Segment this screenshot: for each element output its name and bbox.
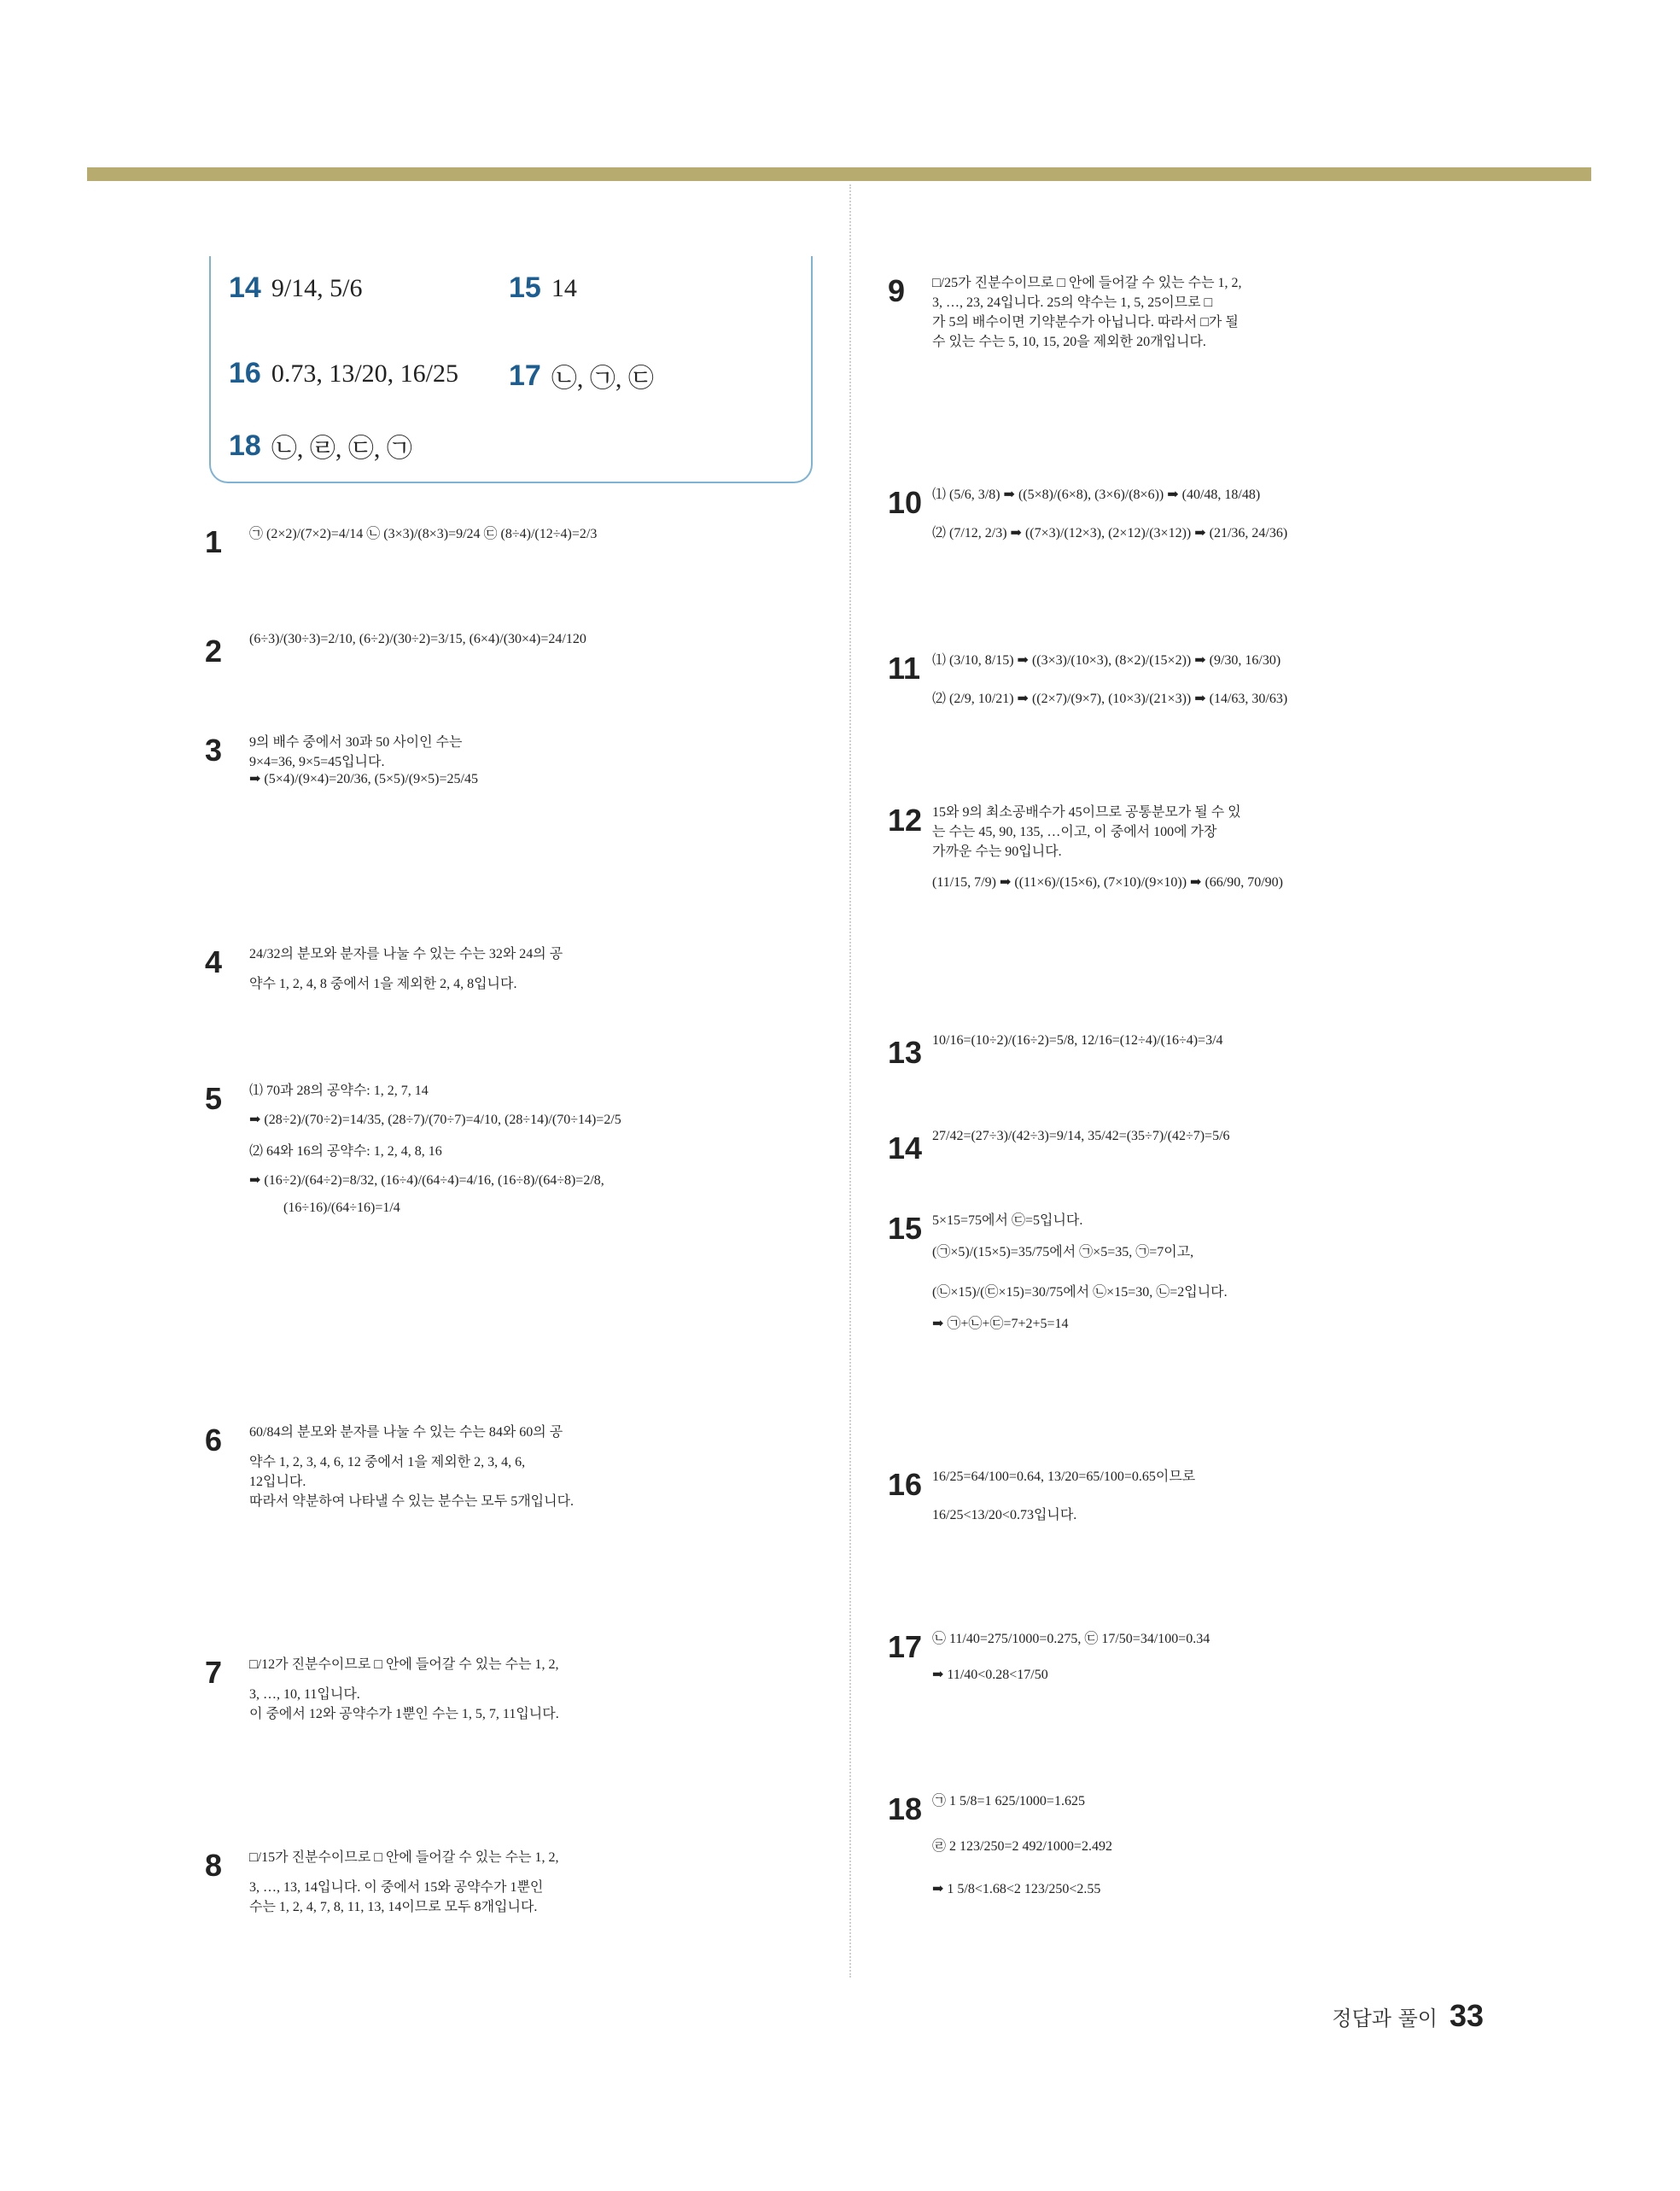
solution-line: (6÷3)/(30÷3)=2/10, (6÷2)/(30÷2)=3/15, (6×4)/(30×4)=24/120 <box>249 632 586 646</box>
solution-line: ➡ (16÷2)/(64÷2)=8/32, (16÷4)/(64÷4)=4/16, (16÷8)/(64÷8)=2/8, <box>249 1173 604 1188</box>
solution-line: ㉠ 1 5/8=1 625/1000=1.625 <box>932 1794 1085 1808</box>
solution-line: 수는 1, 2, 4, 7, 8, 11, 13, 14이므로 모두 8개입니다. <box>249 1900 538 1914</box>
solution-line: ⑵ (7/12, 2/3) ➡ ((7×3)/(12×3), (2×12)/(3×12)) ➡ (21/36, 24/36) <box>932 526 1288 540</box>
solution-line: 이 중에서 12와 공약수가 1뿐인 수는 1, 5, 7, 11입니다. <box>249 1707 559 1721</box>
problem-3 <box>205 731 837 787</box>
solution-line: 가 5의 배수이면 기약분수가 아닙니다. 따라서 □가 될 <box>932 315 1239 330</box>
solution-line: (16÷16)/(64÷16)=1/4 <box>283 1201 400 1215</box>
solution-line: 수 있는 수는 5, 10, 15, 20을 제외한 20개입니다. <box>932 335 1206 349</box>
answer-15 <box>509 272 577 305</box>
solution-line: □/15가 진분수이므로 □ 안에 들어갈 수 있는 수는 1, 2, <box>249 1850 559 1865</box>
problem-number: 5 <box>205 1081 223 1116</box>
solution-line: 5×15=75에서 ㉢=5입니다. <box>932 1213 1083 1228</box>
answer-value: 9/14, 5/6 <box>271 273 363 302</box>
solution-line: 3, …, 13, 14입니다. 이 중에서 15와 공약수가 1뿐인 <box>249 1880 544 1895</box>
solution-line: 16/25<13/20<0.73입니다. <box>932 1508 1077 1522</box>
answer-18 <box>229 427 412 464</box>
problem-number: 9 <box>888 273 906 308</box>
solution-line: 가까운 수는 90입니다. <box>932 844 1062 859</box>
answer-number: 16 <box>229 357 261 389</box>
solution-line: ㉣ 2 123/250=2 492/1000=2.492 <box>932 1839 1112 1854</box>
problem-number: 15 <box>888 1211 923 1246</box>
problem-number: 1 <box>205 524 223 559</box>
problem-17 <box>888 1627 1554 1683</box>
solution-line: (㉡×15)/(㉢×15)=30/75에서 ㉡×15=30, ㉡=2입니다. <box>932 1285 1228 1300</box>
answer-number: 17 <box>509 359 541 392</box>
solution-line: □/25가 진분수이므로 □ 안에 들어갈 수 있는 수는 1, 2, <box>932 276 1242 290</box>
problem-number: 7 <box>205 1655 223 1690</box>
problem-10 <box>888 483 1554 541</box>
solution-line: 약수 1, 2, 4, 8 중에서 1을 제외한 2, 4, 8입니다. <box>249 977 517 991</box>
solution-line: ➡ (5×4)/(9×4)=20/36, (5×5)/(9×5)=25/45 <box>249 772 478 786</box>
page-number: 33 <box>1449 1998 1484 2033</box>
footer-label: 정답과 풀이 <box>1332 2006 1438 2030</box>
solution-line: 3, …, 10, 11입니다. <box>249 1687 360 1702</box>
answer-number: 18 <box>229 429 261 462</box>
problem-number: 18 <box>888 1791 923 1826</box>
solution-line: ⑵ 64와 16의 공약수: 1, 2, 4, 8, 16 <box>249 1144 442 1159</box>
solution-line: ➡ 11/40<0.28<17/50 <box>932 1668 1048 1682</box>
solution-line: 27/42=(27÷3)/(42÷3)=9/14, 35/42=(35÷7)/(42÷7)=5/6 <box>932 1129 1230 1143</box>
solution-line: 3, …, 23, 24입니다. 25의 약수는 1, 5, 25이므로 □ <box>932 295 1213 310</box>
problem-number: 17 <box>888 1629 923 1664</box>
solution-line: ⑴ 70과 28의 공약수: 1, 2, 7, 14 <box>249 1084 429 1098</box>
problem-1 <box>205 523 837 562</box>
problem-number: 11 <box>888 651 921 686</box>
solution-line: 15와 9의 최소공배수가 45이므로 공통분모가 될 수 있 <box>932 805 1241 820</box>
solution-line: 60/84의 분모와 분자를 나눌 수 있는 수는 84와 60의 공 <box>249 1425 563 1440</box>
problem-number: 12 <box>888 803 923 838</box>
problem-number: 10 <box>888 485 923 520</box>
solution-line: 약수 1, 2, 3, 4, 6, 12 중에서 1을 제외한 2, 3, 4, 6, <box>249 1455 526 1469</box>
problem-number: 14 <box>888 1131 923 1166</box>
problem-number: 2 <box>205 634 223 669</box>
header-bar <box>87 167 1591 181</box>
problem-number: 3 <box>205 733 223 768</box>
solution-line: (㉠×5)/(15×5)=35/75에서 ㉠×5=35, ㉠=7이고, <box>932 1245 1194 1259</box>
solution-line: 는 수는 45, 90, 135, …이고, 이 중에서 100에 가장 <box>932 825 1217 839</box>
problem-15 <box>888 1209 1554 1332</box>
answer-16 <box>229 357 458 390</box>
answer-value: ㉡, ㉠, ㉢ <box>551 365 654 393</box>
solution-line: ㉠ (2×2)/(7×2)=4/14 ㉡ (3×3)/(8×3)=9/24 ㉢ (8÷4)/(12÷4)=2/3 <box>249 527 598 541</box>
column-divider <box>849 184 851 1978</box>
answer-value: ㉡, ㉣, ㉢, ㉠ <box>271 435 412 463</box>
answer-17 <box>509 357 654 394</box>
solution-line: □/12가 진분수이므로 □ 안에 들어갈 수 있는 수는 1, 2, <box>249 1657 559 1672</box>
answer-value: 0.73, 13/20, 16/25 <box>271 359 458 388</box>
solution-line: (11/15, 7/9) ➡ ((11×6)/(15×6), (7×10)/(9×10)) ➡ (66/90, 70/90) <box>932 875 1283 890</box>
solution-line: ⑴ (5/6, 3/8) ➡ ((5×8)/(6×8), (3×6)/(8×6)) ➡ (40/48, 18/48) <box>932 488 1261 502</box>
solution-line: ➡ (28÷2)/(70÷2)=14/35, (28÷7)/(70÷7)=4/10, (28÷14)/(70÷14)=2/5 <box>249 1113 621 1127</box>
problem-number: 16 <box>888 1467 923 1502</box>
solution-line: 16/25=64/100=0.64, 13/20=65/100=0.65이므로 <box>932 1469 1196 1484</box>
solution-line: 24/32의 분모와 분자를 나눌 수 있는 수는 32와 24의 공 <box>249 947 563 961</box>
solution-line: ➡ 1 5/8<1.68<2 123/250<2.55 <box>932 1882 1101 1896</box>
problem-number: 4 <box>205 944 223 979</box>
solution-line: ➡ ㉠+㉡+㉢=7+2+5=14 <box>932 1317 1069 1331</box>
problem-11 <box>888 649 1554 707</box>
solution-line: ⑵ (2/9, 10/21) ➡ ((2×7)/(9×7), (10×3)/(21×3)) ➡ (14/63, 30/63) <box>932 692 1288 706</box>
problem-6 <box>205 1421 837 1510</box>
solution-line: 10/16=(10÷2)/(16÷2)=5/8, 12/16=(12÷4)/(16÷4)=3/4 <box>932 1033 1223 1048</box>
problem-number: 6 <box>205 1423 223 1458</box>
solution-line: 따라서 약분하여 나타낼 수 있는 분수는 모두 5개입니다. <box>249 1494 575 1509</box>
problem-number: 13 <box>888 1035 923 1070</box>
problem-number: 8 <box>205 1848 223 1883</box>
problem-16 <box>888 1465 1554 1523</box>
problem-4 <box>205 943 837 992</box>
problem-14 <box>888 1129 1554 1168</box>
solution-line: 9×4=36, 9×5=45입니다. <box>249 755 385 769</box>
problem-13 <box>888 1033 1554 1072</box>
problem-8 <box>205 1846 837 1915</box>
problem-9 <box>888 272 1554 350</box>
solution-line: ㉡ 11/40=275/1000=0.275, ㉢ 17/50=34/100=0.34 <box>932 1632 1210 1646</box>
problem-18 <box>888 1790 1554 1897</box>
answer-number: 15 <box>509 272 541 304</box>
page-footer <box>1332 1998 1484 2034</box>
answer-number: 14 <box>229 272 261 304</box>
problem-7 <box>205 1653 837 1722</box>
solution-line: 9의 배수 중에서 30과 50 사이인 수는 <box>249 735 463 750</box>
answer-value: 14 <box>551 273 577 302</box>
solution-line: ⑴ (3/10, 8/15) ➡ ((3×3)/(10×3), (8×2)/(15×2)) ➡ (9/30, 16/30) <box>932 653 1281 668</box>
answer-14 <box>229 272 363 305</box>
problem-2 <box>205 632 837 671</box>
problem-12 <box>888 801 1554 891</box>
problem-5 <box>205 1079 837 1216</box>
solution-line: 12입니다. <box>249 1475 306 1489</box>
